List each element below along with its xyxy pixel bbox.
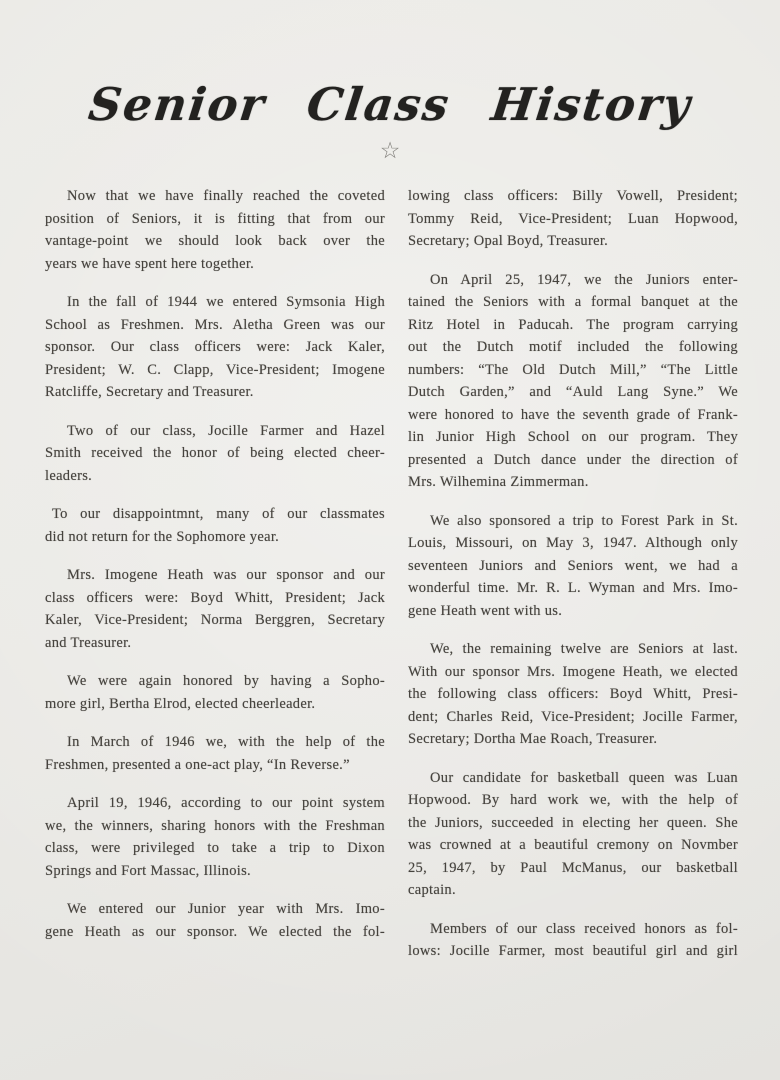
paragraph bbox=[45, 420, 385, 488]
paragraph bbox=[408, 269, 738, 494]
text-line: Mrs. Wilhemina Zimmerman. bbox=[408, 474, 589, 490]
text-line: lin Junior High School on our program. They bbox=[408, 429, 738, 445]
text-line: Ratcliffe, Secretary and Treasurer. bbox=[45, 384, 254, 400]
text-line: Kaler, Vice-President; Norma Berggren, Secretary bbox=[45, 612, 385, 628]
text-line: Springs and Fort Massac, Illinois. bbox=[45, 862, 251, 879]
text-line: wonderful time. Mr. R. L. Wyman and Mrs. Imo- bbox=[408, 580, 738, 596]
paragraph bbox=[408, 918, 738, 963]
text-line: and Treasurer. bbox=[45, 634, 132, 651]
text-line: Dutch Garden,” and “Auld Lang Syne.” We bbox=[408, 384, 738, 400]
text-line: lowing class officers: Billy Vowell, President; bbox=[408, 188, 738, 204]
text-line: Members of our class received honors as fol- bbox=[430, 920, 738, 937]
text-line: dent; Charles Reid, Vice-President; Jocille Farmer, bbox=[408, 708, 738, 725]
column-right bbox=[408, 185, 738, 963]
paragraph bbox=[45, 898, 385, 943]
text-line: lows: Jocille Farmer, most beautiful girl and girl bbox=[408, 943, 738, 959]
text-line: did not return for the Sophomore year. bbox=[45, 528, 280, 545]
text-line: position of Seniors, it is fitting that from our bbox=[45, 210, 385, 227]
text-line: were honored to have the seventh grade of Frank- bbox=[408, 406, 738, 423]
text-line: We entered our Junior year with Mrs. Imo- bbox=[67, 901, 385, 917]
text-line: Secretary; Dortha Mae Roach, Treasurer. bbox=[408, 731, 658, 747]
text-line: out the Dutch motif included the following bbox=[408, 339, 738, 355]
text-line: We, the remaining twelve are Seniors at last. bbox=[430, 641, 738, 657]
text-line: class, were privileged to take a trip to Dixon bbox=[45, 840, 385, 856]
text-line: we, the winners, sharing honors with the Freshman bbox=[45, 817, 385, 834]
text-line: On April 25, 1947, we the Juniors enter- bbox=[430, 271, 738, 288]
paragraph bbox=[408, 767, 738, 902]
text-line: more girl, Bertha Elrod, elected cheerleader. bbox=[45, 695, 316, 712]
text-line: President; W. C. Clapp, Vice-President; Imogene bbox=[45, 361, 385, 378]
text-line: We also sponsored a trip to Forest Park in St. bbox=[430, 512, 738, 529]
text-line: the Juniors, succeeded in electing her queen. She bbox=[408, 814, 738, 831]
text-line: School as Freshmen. Mrs. Aletha Green was our bbox=[45, 316, 385, 333]
text-line: class officers were: Boyd Whitt, President; Jack bbox=[45, 589, 385, 606]
paragraph bbox=[408, 510, 738, 623]
text-line: the following class officers: Boyd Whitt, Presi- bbox=[408, 686, 738, 702]
text-line: gene Heath went with us. bbox=[408, 602, 563, 619]
text-line: numbers: “The Old Dutch Mill,” “The Little bbox=[408, 361, 738, 378]
text-line: Our candidate for basketball queen was Luan bbox=[430, 769, 738, 786]
text-line: Two of our class, Jocille Farmer and Hazel bbox=[67, 422, 385, 439]
text-line: years we have spent here together. bbox=[45, 255, 255, 272]
text-line: presented a Dutch dance under the direction of bbox=[408, 451, 738, 468]
paragraph bbox=[45, 564, 385, 654]
text-line: 25, 1947, by Paul McManus, our basketball bbox=[408, 859, 738, 876]
column-left bbox=[45, 185, 385, 963]
text-line: We were again honored by having a Sopho- bbox=[67, 673, 385, 689]
text-line: Freshmen, presented a one-act play, “In Reverse.” bbox=[45, 756, 350, 773]
paragraph bbox=[408, 185, 738, 253]
text-line: tained the Seniors with a formal banquet at the bbox=[408, 294, 738, 310]
paragraph bbox=[45, 792, 385, 882]
paragraph bbox=[45, 185, 385, 275]
text-line: In the fall of 1944 we entered Symsonia High bbox=[67, 294, 385, 310]
paragraph bbox=[45, 731, 385, 776]
text-columns bbox=[0, 185, 780, 963]
text-line: Now that we have finally reached the coveted bbox=[67, 188, 385, 204]
page-header bbox=[0, 0, 780, 163]
text-line: Hopwood. By hard work we, with the help of bbox=[408, 792, 738, 808]
text-line: sponsor. Our class officers were: Jack Kaler, bbox=[45, 339, 385, 355]
text-line: Louis, Missouri, on May 3, 1947. Although only bbox=[408, 535, 738, 551]
text-line: Secretary; Opal Boyd, Treasurer. bbox=[408, 233, 609, 249]
text-line: Mrs. Imogene Heath was our sponsor and our bbox=[67, 567, 385, 583]
text-line: Smith received the honor of being elected cheer- bbox=[45, 445, 385, 461]
text-line: April 19, 1946, according to our point system bbox=[67, 795, 385, 811]
text-line: vantage-point we should look back over the bbox=[45, 233, 385, 249]
paragraph bbox=[45, 670, 385, 715]
text-line: In March of 1946 we, with the help of the bbox=[67, 734, 385, 750]
text-line: leaders. bbox=[45, 467, 93, 484]
text-line: Tommy Reid, Vice-President; Luan Hopwood, bbox=[408, 210, 738, 227]
text-line: With our sponsor Mrs. Imogene Heath, we elected bbox=[408, 663, 738, 680]
page-title: Senior Class History bbox=[85, 78, 695, 131]
text-line: To our disappointmnt, many of our classmates bbox=[52, 506, 385, 522]
text-line: gene Heath as our sponsor. We elected the fol- bbox=[45, 923, 385, 940]
text-line: was crowned at a beautiful cremony on Novmber bbox=[408, 837, 738, 853]
paragraph bbox=[408, 638, 738, 751]
text-line: captain. bbox=[408, 882, 456, 898]
text-line: Ritz Hotel in Paducah. The program carrying bbox=[408, 316, 738, 333]
star-icon: ☆ bbox=[379, 138, 401, 164]
paragraph bbox=[45, 503, 385, 548]
paragraph bbox=[45, 291, 385, 404]
text-line: seventeen Juniors and Seniors went, we had a bbox=[408, 557, 738, 574]
